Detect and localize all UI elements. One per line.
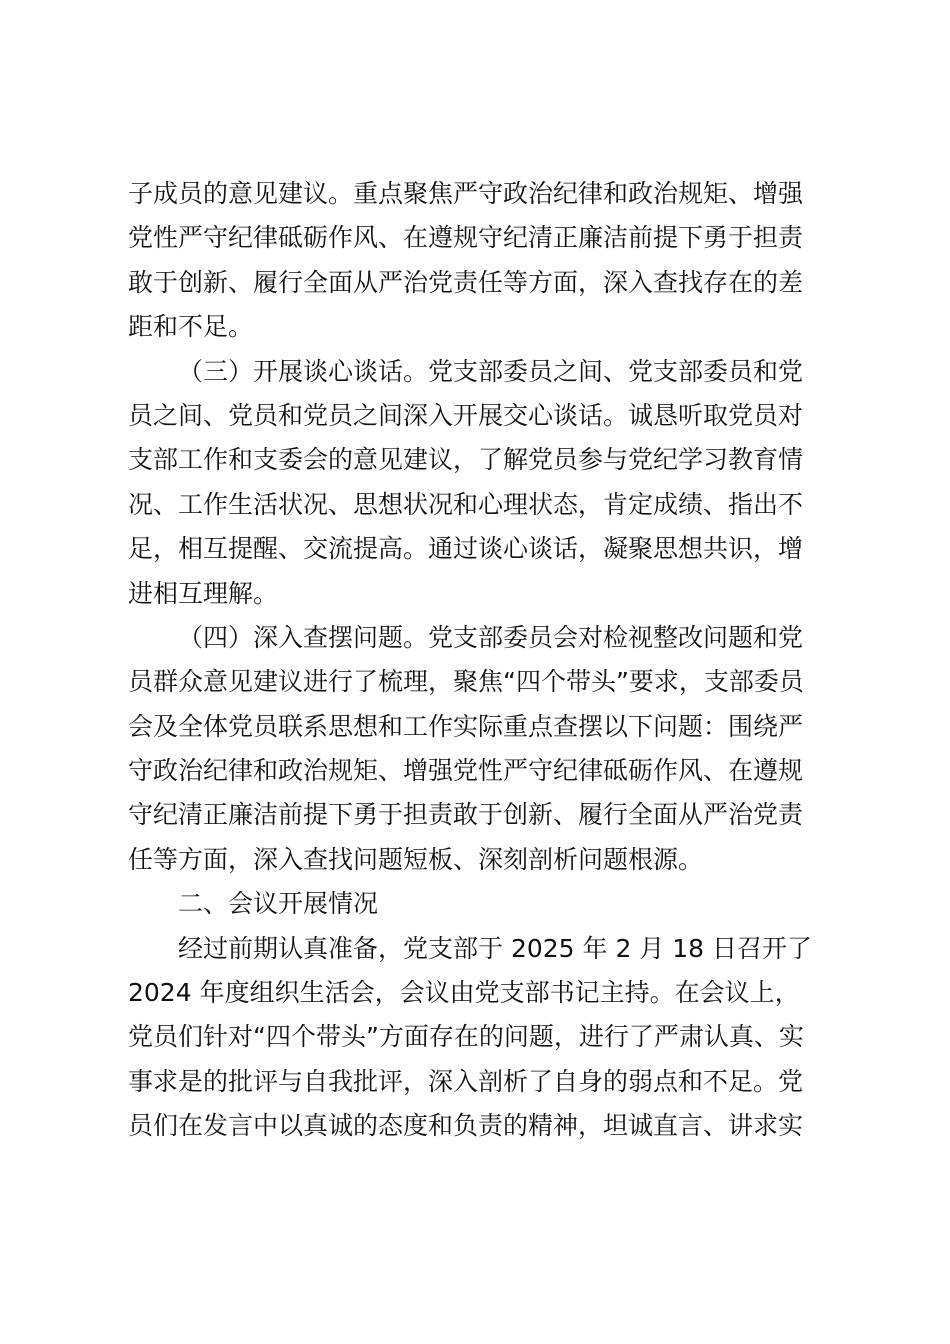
text-line: 守政治纪律和政治规矩、增强党性严守纪律砥砺作风、在遵规 bbox=[128, 756, 804, 786]
text-line: （四）深入查摆问题。党支部委员会对检视整改问题和党 bbox=[178, 622, 804, 652]
text-line: 支部工作和支委会的意见建议，了解党员参与党纪学习教育情 bbox=[128, 445, 804, 475]
paragraph-p2 bbox=[128, 350, 818, 616]
text-line: 党员们针对“四个带头”方面存在的问题，进行了严肃认真、实 bbox=[128, 1022, 804, 1052]
paragraph-p3 bbox=[128, 616, 818, 882]
text-line: 经过前期认真准备，党支部于 2025 年 2 月 18 日召开了 bbox=[178, 933, 813, 963]
section-heading-text: 二、会议开展情况 bbox=[178, 889, 379, 919]
text-line: 党性严守纪律砥砺作风、在遵规守纪清正廉洁前提下勇于担责 bbox=[128, 223, 804, 253]
text-line: （三）开展谈心谈话。党支部委员之间、党支部委员和党 bbox=[178, 356, 804, 386]
text-line: 敢于创新、履行全面从严治党责任等方面，深入查找存在的差 bbox=[128, 267, 804, 297]
document-body bbox=[128, 172, 818, 1149]
text-line: 2024 年度组织生活会，会议由党支部书记主持。在会议上， bbox=[128, 978, 800, 1008]
paragraph-p5 bbox=[128, 927, 818, 1149]
section-heading bbox=[128, 882, 818, 926]
paragraph-p1 bbox=[128, 172, 818, 350]
text-line: 事求是的批评与自我批评，深入剖析了自身的弱点和不足。党 bbox=[128, 1066, 804, 1096]
text-line: 员之间、党员和党员之间深入开展交心谈话。诚恳听取党员对 bbox=[128, 400, 804, 430]
text-line: 员群众意见建议进行了梳理，聚焦“四个带头”要求，支部委员 bbox=[128, 667, 804, 697]
text-line: 距和不足。 bbox=[128, 312, 254, 342]
text-line: 况、工作生活状况、思想状况和心理状态，肯定成绩、指出不 bbox=[128, 489, 804, 519]
text-line: 子成员的意见建议。重点聚焦严守政治纪律和政治规矩、增强 bbox=[128, 179, 804, 208]
text-line: 会及全体党员联系思想和工作实际重点查摆以下问题：围绕严 bbox=[128, 711, 804, 741]
text-line: 守纪清正廉洁前提下勇于担责敢于创新、履行全面从严治党责 bbox=[128, 800, 804, 830]
text-line: 进相互理解。 bbox=[128, 578, 279, 608]
text-line: 足，相互提醒、交流提高。通过谈心谈话，凝聚思想共识，增 bbox=[128, 534, 804, 564]
text-line: 员们在发言中以真诚的态度和负责的精神，坦诚直言、讲求实 bbox=[128, 1111, 804, 1141]
text-line: 任等方面，深入查找问题短板、深刻剖析问题根源。 bbox=[128, 844, 704, 874]
